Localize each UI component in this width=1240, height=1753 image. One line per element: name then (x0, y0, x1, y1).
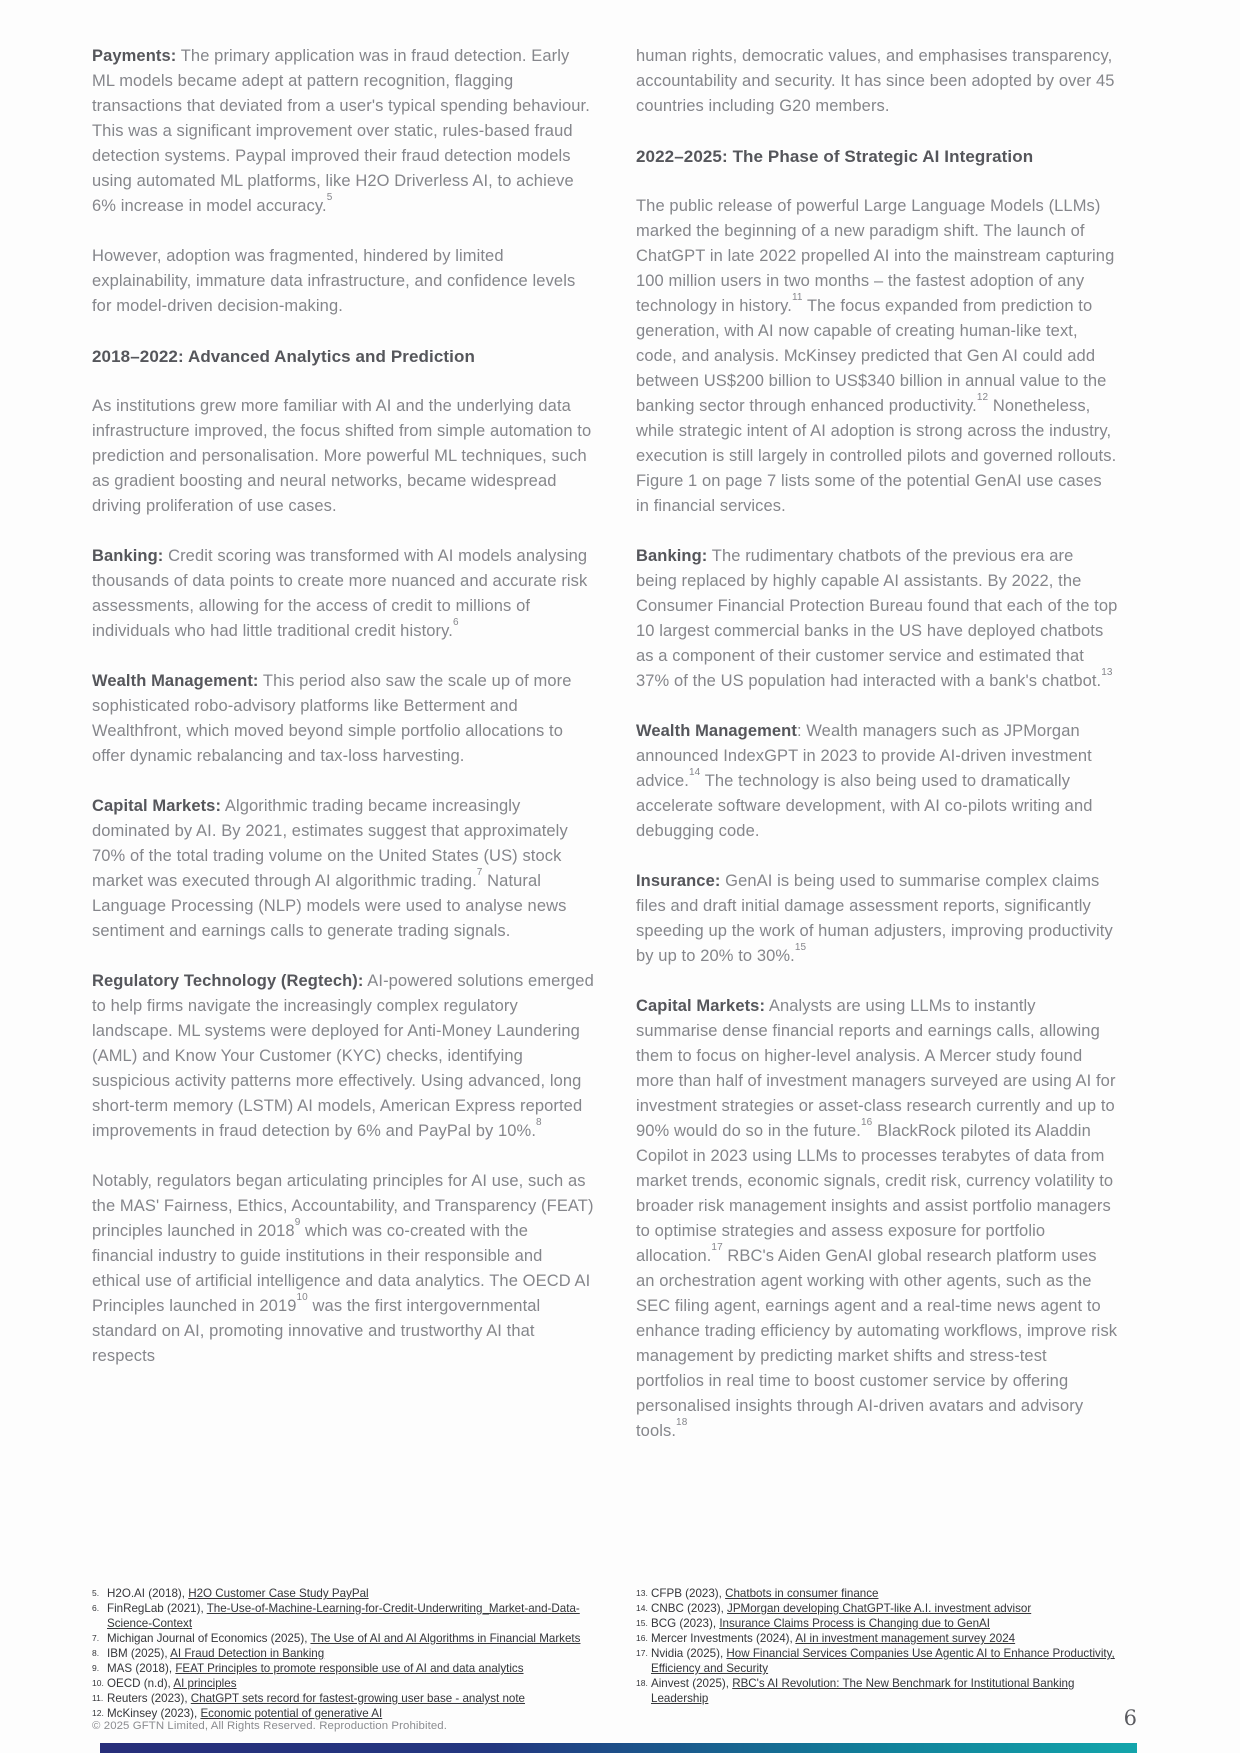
column-left (92, 44, 594, 1469)
footnote-source: Mercer Investments (2024), (651, 1632, 796, 1645)
footnote-link[interactable]: AI Fraud Detection in Banking (170, 1647, 325, 1660)
footnote-link[interactable]: AI in investment management survey 2024 (795, 1632, 1016, 1645)
footnote-number: 8. (92, 1648, 100, 1658)
footnote-ref: 7 (476, 866, 483, 878)
footnote (636, 1601, 1118, 1616)
footnote-ref: 14 (688, 766, 701, 778)
paragraph: Payments: The primary application was in fraud detection. Early ML models became adept at pattern recognition, flagging transactions that deviated from a user's typical spending behaviour. This was a significant improvement over static, rules-based fraud detection systems. Paypal improved their fraud detection models using automated ML platforms, like H2O Driverless AI, to achieve 6% increase in model accuracy.$^5$ (92, 47, 590, 215)
footnote (636, 1676, 1118, 1706)
run-in-heading: Wealth Management (636, 722, 797, 740)
footnote-number: 5. (92, 1588, 100, 1598)
footnote-source: Nvidia (2025), (651, 1647, 727, 1660)
footnote-number: 16. (636, 1633, 648, 1643)
footnote-number: 7. (92, 1633, 100, 1643)
footnote-source: IBM (2025), (107, 1647, 171, 1660)
footnote-source: Reuters (2023), (107, 1692, 191, 1705)
run-in-heading: Capital Markets: (636, 997, 766, 1015)
footnote (92, 1706, 594, 1721)
footnote-number: 11. (92, 1693, 104, 1703)
footnote-source: CFPB (2023), (651, 1587, 726, 1600)
footnote-ref: 8 (536, 1116, 542, 1128)
footnote (92, 1586, 594, 1601)
footnote-number: 13. (636, 1588, 648, 1598)
footnote-source: MAS (2018), (107, 1662, 176, 1675)
run-in-heading: Banking: (92, 547, 164, 565)
footnote-ref: 11 (791, 291, 803, 303)
footnotes-right (636, 1586, 1118, 1706)
paragraph: Capital Markets: Analysts are using LLMs to instantly summarise dense financial reports and earnings calls, allowing them to focus on higher-level analysis. A Mercer study found more than half of investment managers surveyed are using AI for investment strategies or asset-class research currently and up to 90% would do so in the future.$^{16}$ BlackRock piloted its Aladdin Copilot in 2023 using LLMs to processes terabytes of data from market trends, economic signals, credit risk, currency volatility to broader risk management insights and assist portfolio managers to optimise strategies and assess exposure for portfolio allocation.$^{17}$ RBC's Aiden GenAI global research platform uses an orchestration agent working with other agents, such as the SEC filing agent, earnings agent and a real-time news agent to enhance trading efficiency by automating workflows, improve risk management by predicting market shifts and stress-test portfolios in real time to boost customer service by offering personalised insights through AI-driven avatars and advisory tools.$^{18}$ (636, 997, 1118, 1440)
footnote-ref: 17 (711, 1241, 723, 1253)
footnote-source: Michigan Journal of Economics (2025), (107, 1632, 311, 1645)
footnote (92, 1691, 594, 1706)
run-in-heading: Wealth Management: (92, 672, 259, 690)
footnote (92, 1661, 594, 1676)
footnote (636, 1631, 1118, 1646)
footnote-source: BCG (2023), (651, 1617, 720, 1630)
footnotes-left (92, 1586, 594, 1721)
run-in-heading: Insurance: (636, 872, 721, 890)
run-in-heading: Payments: (92, 47, 177, 65)
footnote-link[interactable]: JPMorgan developing ChatGPT-like A.I. investment advisor (727, 1602, 1032, 1615)
footnote (92, 1631, 594, 1646)
section-heading: 2022–2025: The Phase of Strategic AI Integration (636, 147, 1034, 166)
footnote-ref: 16 (860, 1116, 873, 1128)
footnote-source: McKinsey (2023), (107, 1707, 201, 1720)
footnote-link[interactable]: Insurance Claims Process is Changing due to GenAI (719, 1617, 990, 1630)
paragraph: Wealth Management: Wealth managers such as JPMorgan announced IndexGPT in 2023 to provide AI-driven investment advice.$^{14}$ The technology is also being used to dramatically accelerate software development, with AI co-pilots writing and debugging code. (636, 722, 1093, 840)
page-number: 6 (1123, 1706, 1137, 1730)
footnote (636, 1586, 1118, 1601)
footer-bar (100, 1743, 1137, 1753)
paragraph: Notably, regulators began articulating principles for AI use, such as the MAS' Fairness, Ethics, Accountability, and Transparency (FEAT) principles launched in 2018$^9$ which was co-created with the financial industry to guide institutions in their responsible and ethical use of artificial intelligence and data analytics. The OECD AI Principles launched in 2019$^{10}$ was the first intergovernmental standard on AI, promoting innovative and trustworthy AI that respects (92, 1172, 594, 1365)
paragraph: human rights, democratic values, and emphasises transparency, accountability and security. It has since been adopted by over 45 countries including G20 members. (636, 47, 1115, 115)
footnote-ref: 15 (794, 941, 807, 953)
footnote-ref: 9 (294, 1216, 301, 1228)
footnote-ref: 5 (326, 191, 333, 203)
run-in-heading: Banking: (636, 547, 708, 565)
paragraph: As institutions grew more familiar with AI and the underlying data infrastructure improved, the focus shifted from simple automation to prediction and personalisation. More powerful ML techniques, such as gradient boosting and neural networks, became widespread driving proliferation of use cases. (92, 397, 592, 515)
footnote (92, 1646, 594, 1661)
section-heading: 2018–2022: Advanced Analytics and Prediction (92, 347, 475, 366)
footnote-source: Ainvest (2025), (651, 1677, 733, 1690)
footnote-number: 6. (92, 1603, 100, 1613)
paragraph: Wealth Management: This period also saw the scale up of more sophisticated robo-advisory platforms like Betterment and Wealthfront, which moved beyond simple portfolio allocations to offer dynamic rebalancing and tax-loss harvesting. (92, 672, 572, 765)
footnote (636, 1616, 1118, 1631)
footnote-link[interactable]: How Financial Services Companies Use Agentic AI to Enhance Productivity, Efficiency and Security (651, 1647, 1115, 1675)
footnote-ref: 18 (676, 1416, 688, 1428)
footnote-ref: 13 (1101, 666, 1113, 678)
footnote-link[interactable]: The Use of AI and AI Algorithms in Financial Markets (310, 1632, 581, 1645)
footnote-link[interactable]: RBC's AI Revolution: The New Benchmark for Institutional Banking Leadership (651, 1677, 1075, 1705)
paragraph: However, adoption was fragmented, hindered by limited explainability, immature data infrastructure, and confidence levels for model-driven decision-making. (92, 247, 576, 315)
footnote-link[interactable]: H2O Customer Case Study PayPal (188, 1587, 369, 1600)
footnote-number: 15. (636, 1618, 648, 1628)
footnote-ref: 6 (452, 616, 459, 628)
footnote-source: CNBC (2023), (651, 1602, 728, 1615)
footnote (92, 1601, 594, 1631)
footnote-number: 12. (92, 1708, 104, 1718)
footnote-link[interactable]: The-Use-of-Machine-Learning-for-Credit-Underwriting_Market-and-Data-Science-Context (107, 1602, 580, 1630)
paragraph: Banking: The rudimentary chatbots of the previous era are being replaced by highly capable AI assistants. By 2022, the Consumer Financial Protection Bureau found that each of the top 10 largest commercial banks in the US have deployed chatbots as a component of their customer service and estimated that 37% of the US population had interacted with a bank's chatbot.$^{13}$ (636, 547, 1118, 690)
run-in-heading: Regulatory Technology (Regtech): (92, 972, 364, 990)
column-right (636, 44, 1118, 1469)
footnote-source: H2O.AI (2018), (107, 1587, 189, 1600)
footnote-ref: 12 (976, 391, 989, 403)
paragraph: Capital Markets: Algorithmic trading became increasingly dominated by AI. By 2021, estimates suggest that approximately 70% of the total trading volume on the United States (US) stock market was executed through AI algorithmic trading.$^7$ Natural Language Processing (NLP) models were used to analyse news sentiment and earnings calls to generate trading signals. (92, 797, 568, 940)
footnote-link[interactable]: Economic potential of generative AI (200, 1707, 383, 1720)
paragraph: Regulatory Technology (Regtech): AI-powered solutions emerged to help firms navigate the increasingly complex regulatory landscape. ML systems were deployed for Anti-Money Laundering (AML) and Know Your Customer (KYC) checks, identifying suspicious activity patterns more effectively. Using advanced, long short-term memory (LSTM) AI models, American Express reported improvements in fraud detection by 6% and PayPal by 10%.$^8$ (92, 972, 594, 1140)
footnote-ref: 10 (296, 1291, 308, 1303)
footnote-link[interactable]: ChatGPT sets record for fastest-growing user base - analyst note (190, 1692, 526, 1705)
footnote-number: 17. (636, 1648, 648, 1658)
paragraph: The public release of powerful Large Language Models (LLMs) marked the beginning of a new paradigm shift. The launch of ChatGPT in late 2022 propelled AI into the mainstream capturing 100 million users in two months – the fastest adoption of any technology in history.$^{11}$ The focus expanded from prediction to generation, with AI now capable of creating human-like text, code, and analysis. McKinsey predicted that Gen AI could add between US$200 billion to US$340 billion in annual value to the banking sector through enhanced productivity.$^{12}$ Nonetheless, while strategic intent of AI adoption is strong across the industry, execution is still largely in controlled pilots and governed rollouts. Figure 1 on page 7 lists some of the potential GenAI use cases in financial services. (636, 197, 1117, 515)
footnote-number: 10. (92, 1678, 104, 1688)
paragraph: Insurance: GenAI is being used to summarise complex claims files and draft initial damage assessment reports, significantly speeding up the work of human adjusters, improving productivity by up to 20% to 30%.$^{15}$ (636, 872, 1113, 965)
footnote (636, 1646, 1118, 1676)
footnote-number: 9. (92, 1663, 100, 1673)
footnote-link[interactable]: FEAT Principles to promote responsible use of AI and data analytics (175, 1662, 524, 1675)
footnote-source: FinRegLab (2021), (107, 1602, 207, 1615)
footnote-number: 18. (636, 1678, 648, 1688)
paragraph: Banking: Credit scoring was transformed with AI models analysing thousands of data points to create more nuanced and accurate risk assessments, allowing for the access of credit to millions of individuals who had little traditional credit history.$^6$ (92, 547, 588, 640)
footnote-number: 14. (636, 1603, 648, 1613)
copyright-notice: © 2025 GFTN Limited, All Rights Reserved. Reproduction Prohibited. (92, 1720, 447, 1732)
footnote (92, 1676, 594, 1691)
two-column-text (92, 44, 1118, 1469)
footnote-source: OECD (n.d), (107, 1677, 174, 1690)
footnote-link[interactable]: AI principles (173, 1677, 237, 1690)
run-in-heading: Capital Markets: (92, 797, 222, 815)
footnote-link[interactable]: Chatbots in consumer finance (725, 1587, 879, 1600)
